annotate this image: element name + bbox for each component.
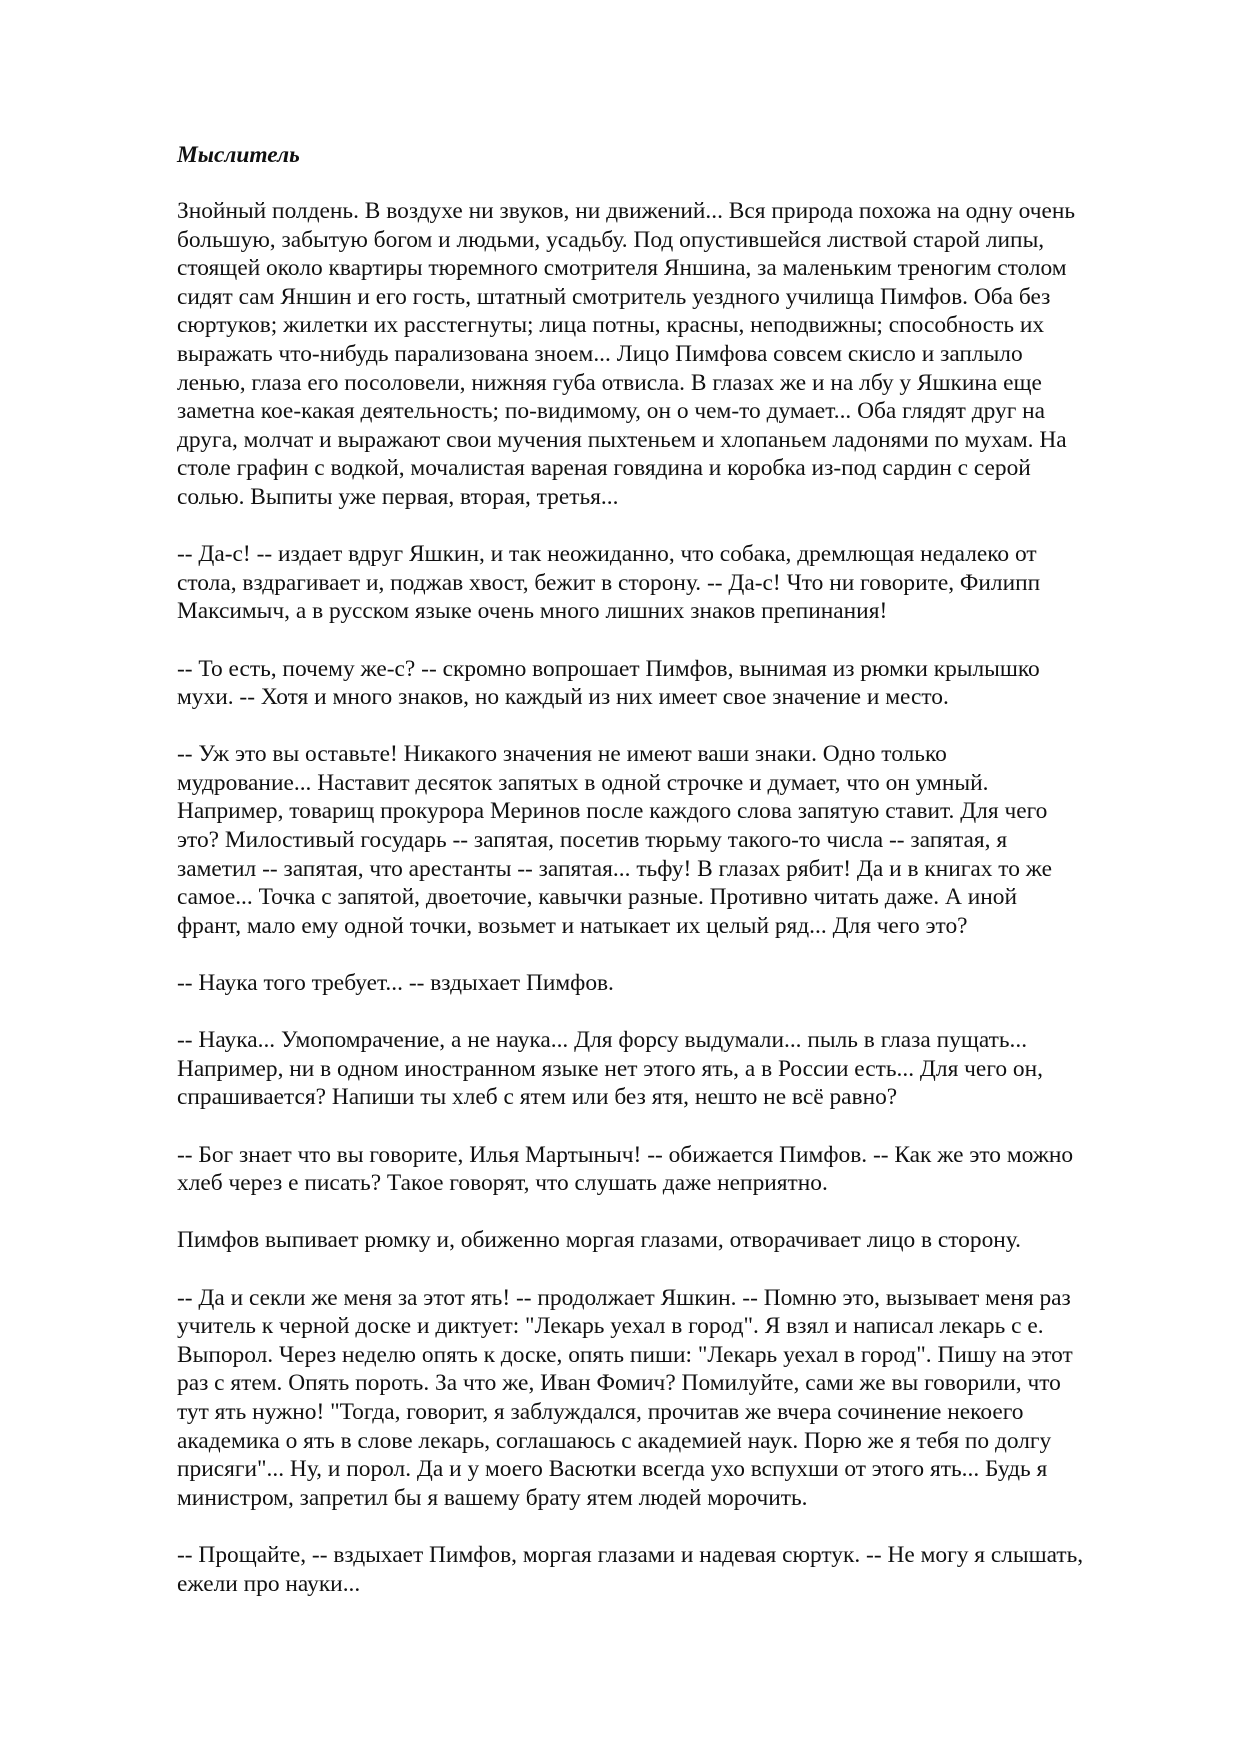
paragraph-3: -- То есть, почему же-с? -- скромно вопрошает Пимфов, вынимая из рюмки крылышко мухи. -- Хотя и много знаков, но каждый из них имеет свое значение и место.	[177, 655, 1040, 711]
paragraph-1: Знойный полдень. В воздухе ни звуков, ни движений... Вся природа похожа на одну очень большую, забытую богом и людьми, усадьбу. Под опустившейся листвой старой липы, стоящей около квартиры тюремного смотрителя Яншина, за маленьким треногим столом сидят сам Яншин и его гость, штатный смотритель уездного училища Пимфов. Оба без сюртуков; жилетки их расстегнуты; лица потны, красны, неподвижны; способность их выражать что-нибудь парализована зноем... Лицо Пимфова совсем скисло и заплыло ленью, глаза его посоловели, нижняя губа отвисла. В глазах же и на лбу у Яшкина еще заметна кое-какая деятельность; по-видимому, он о чем-то думает... Оба глядят друг на друга, молчат и выражают свои мучения пыхтеньем и хлопаньем ладонями по мухам. На столе графин с водкой, мочалистая вареная говядина и коробка из-под сардин с серой солью. Выпиты уже первая, вторая, третья...	[177, 198, 1076, 510]
paragraph-4: -- Уж это вы оставьте! Никакого значения не имеют ваши знаки. Одно только мудрование... Наставит десяток запятых в одной строчке и думает, что он умный. Например, товарищ прокурора Меринов после каждого слова запятую ставит. Для чего это? Милостивый государь -- запятая, посетив тюрьму такого-то числа -- запятая, я заметил -- запятая, что арестанты -- запятая... тьфу! В глазах рябит! Да и в книгах то же самое... Точка с запятой, двоеточие, кавычки разные. Противно читать даже. А иной франт, мало ему одной точки, возьмет и натыкает их целый ряд... Для чего это?	[177, 741, 1052, 939]
paragraph-8: Пимфов выпивает рюмку и, обиженно моргая глазами, отворачивает лицо в сторону.	[177, 1227, 1021, 1254]
paragraph-6: -- Наука... Умопомрачение, а не наука... Для форсу выдумали... пыль в глаза пущать... Например, ни в одном иностранном языке нет этого ять, а в России есть... Для чего он, спрашивается? Напиши ты хлеб с ятем или без ятя, нешто не всё равно?	[177, 1027, 1043, 1111]
paragraph-2: -- Да-с! -- издает вдруг Яшкин, и так неожиданно, что собака, дремлющая недалеко от стола, вздрагивает и, поджав хвост, бежит в сторону. -- Да-с! Что ни говорите, Филипп Максимыч, а в русском языке очень много лишних знаков препинания!	[177, 541, 1041, 625]
paragraph-10: -- Прощайте, -- вздыхает Пимфов, моргая глазами и надевая сюртук. -- Не могу я слышать, ежели про науки...	[177, 1541, 1084, 1597]
document-page	[177, 141, 1157, 1598]
paragraph-9: -- Да и секли же меня за этот ять! -- продолжает Яшкин. -- Помню это, вызывает меня раз учитель к черной доске и диктует: "Лекарь уехал в город". Я взял и написал лекарь с е. Выпорол. Через неделю опять к доске, опять пиши: "Лекарь уехал в город". Пишу на этот раз с ятем. Опять пороть. За что же, Иван Фомич? Помилуйте, сами же вы говорили, что тут ять нужно! "Тогда, говорит, я заблуждался, прочитав же вчера сочинение некоего академика о ять в слове лекарь, соглашаюсь с академией наук. Порю же я тебя по долгу присяги"... Ну, и порол. Да и у моего Васютки всегда ухо вспухши от этого ять... Будь я министром, запретил бы я вашему брату ятем людей морочить.	[177, 1284, 1073, 1511]
paragraph-5: -- Наука того требует... -- вздыхает Пимфов.	[177, 970, 614, 997]
document-title: Мыслитель	[177, 142, 300, 168]
paragraph-7: -- Бог знает что вы говорите, Илья Мартыныч! -- обижается Пимфов. -- Как же это можно хлеб через е писать? Такое говорят, что слушать даже неприятно.	[177, 1141, 1074, 1197]
